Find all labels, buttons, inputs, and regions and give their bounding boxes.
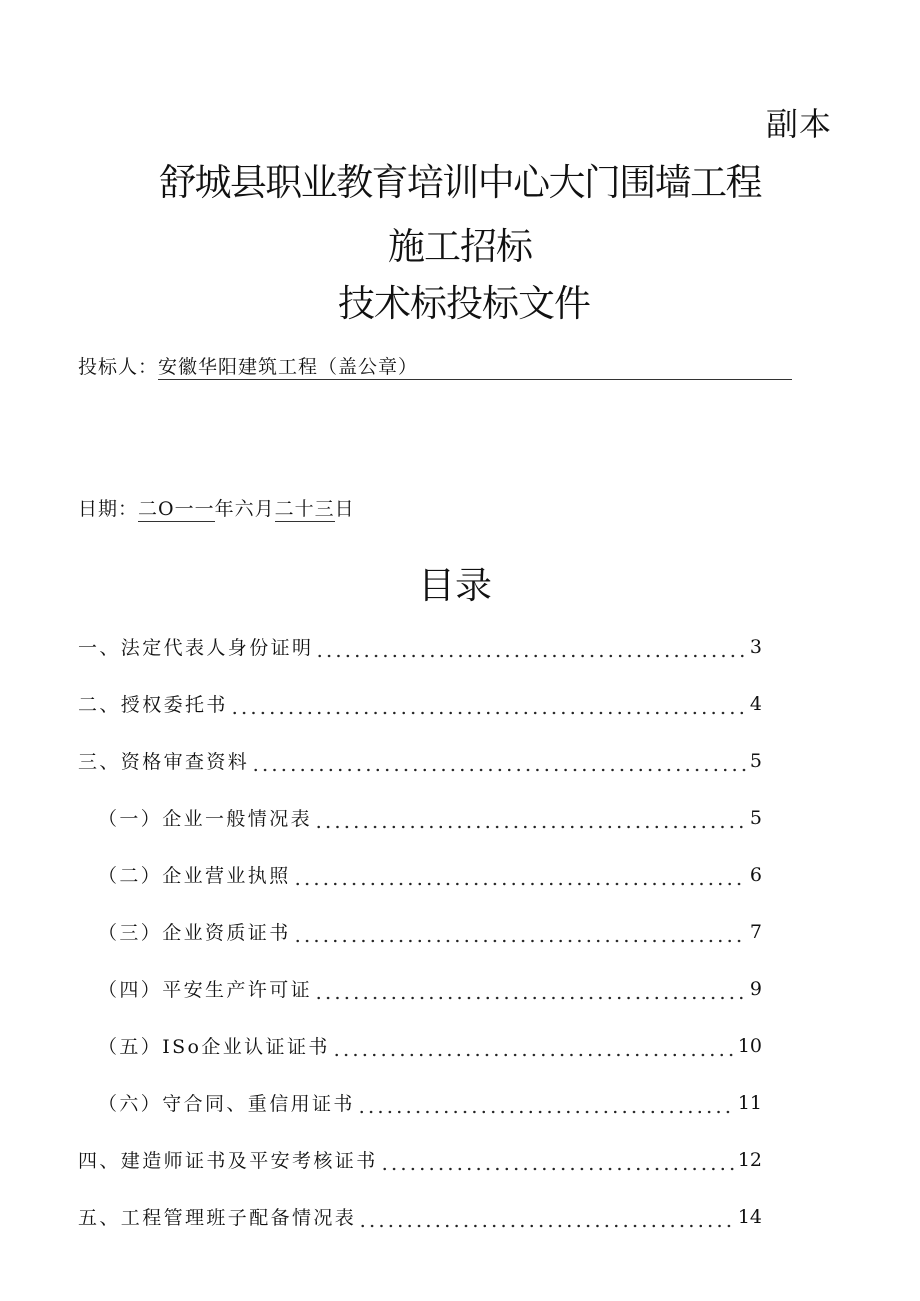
- toc-dot-leader: [315, 640, 746, 660]
- toc-entry-label: 三、资格审查资料: [78, 751, 250, 773]
- toc-entry-page: 3: [749, 635, 762, 658]
- toc-dot-leader: [230, 697, 746, 717]
- toc-entry[interactable]: [78, 903, 762, 960]
- toc-entry-label: 一、法定代表人身份证明: [78, 637, 314, 659]
- toc-entry[interactable]: [78, 960, 762, 1017]
- toc-entry-page: 5: [749, 806, 762, 829]
- toc-entry-page: 6: [749, 863, 762, 886]
- bidder-value: 安徽华阳建筑工程（盖公章）: [158, 355, 792, 380]
- toc-entry[interactable]: [78, 1017, 762, 1074]
- document-subtitle: 施工招标: [388, 225, 532, 268]
- toc-entry[interactable]: [78, 618, 762, 675]
- toc-entry-label: 二、授权委托书: [78, 694, 228, 716]
- toc-entry[interactable]: [78, 1188, 762, 1245]
- toc-dot-leader: [380, 1153, 734, 1173]
- document-title: 舒城县职业教育培训中心大门围墙工程: [159, 161, 761, 204]
- bidder-label: 投标人：: [78, 356, 159, 378]
- toc-entry-page: 11: [737, 1091, 762, 1114]
- date-year: 二O一一: [138, 498, 215, 520]
- date-label: 日期：: [78, 498, 139, 520]
- table-of-contents: [78, 618, 762, 1245]
- toc-entry-label: 四、建造师证书及平安考核证书: [78, 1150, 378, 1172]
- toc-dot-leader: [293, 868, 746, 888]
- date-day-suffix: 日: [334, 498, 355, 520]
- toc-entry[interactable]: [78, 1074, 762, 1131]
- date-year-suffix: 年六月: [214, 498, 275, 520]
- toc-entry-label: （五）ISo企业认证证书: [98, 1036, 330, 1058]
- toc-entry-label: （四）平安生产许可证: [98, 979, 313, 1001]
- toc-entry-page: 5: [749, 749, 762, 772]
- toc-entry-page: 14: [737, 1205, 762, 1228]
- toc-entry[interactable]: [78, 732, 762, 789]
- toc-entry-label: （三）企业资质证书: [98, 922, 291, 944]
- toc-entry-page: 12: [737, 1148, 762, 1171]
- toc-entry-label: 五、工程管理班子配备情况表: [78, 1207, 357, 1229]
- toc-dot-leader: [332, 1039, 734, 1059]
- toc-entry-page: 7: [749, 920, 762, 943]
- date-day: 二十三: [274, 498, 335, 520]
- toc-entry-label: （六）守合同、重信用证书: [98, 1093, 355, 1115]
- toc-dot-leader: [251, 754, 746, 774]
- toc-entry-page: 10: [737, 1034, 762, 1057]
- toc-dot-leader: [293, 925, 746, 945]
- toc-entry-page: 9: [749, 977, 762, 1000]
- toc-entry[interactable]: [78, 675, 762, 732]
- toc-dot-leader: [358, 1210, 734, 1230]
- toc-title: 目录: [418, 564, 492, 607]
- bidder-line: [78, 353, 792, 381]
- toc-entry-page: 4: [749, 692, 762, 715]
- toc-entry[interactable]: [78, 1131, 762, 1188]
- toc-dot-leader: [314, 982, 746, 1002]
- toc-dot-leader: [314, 811, 746, 831]
- date-line: [78, 495, 355, 523]
- document-type: 技术标投标文件: [338, 282, 590, 325]
- toc-entry[interactable]: [78, 789, 762, 846]
- copy-mark: 副本: [766, 105, 833, 143]
- toc-entry-label: （二）企业营业执照: [98, 865, 291, 887]
- toc-dot-leader: [357, 1096, 734, 1116]
- toc-entry[interactable]: [78, 846, 762, 903]
- toc-entry-label: （一）企业一般情况表: [98, 808, 313, 830]
